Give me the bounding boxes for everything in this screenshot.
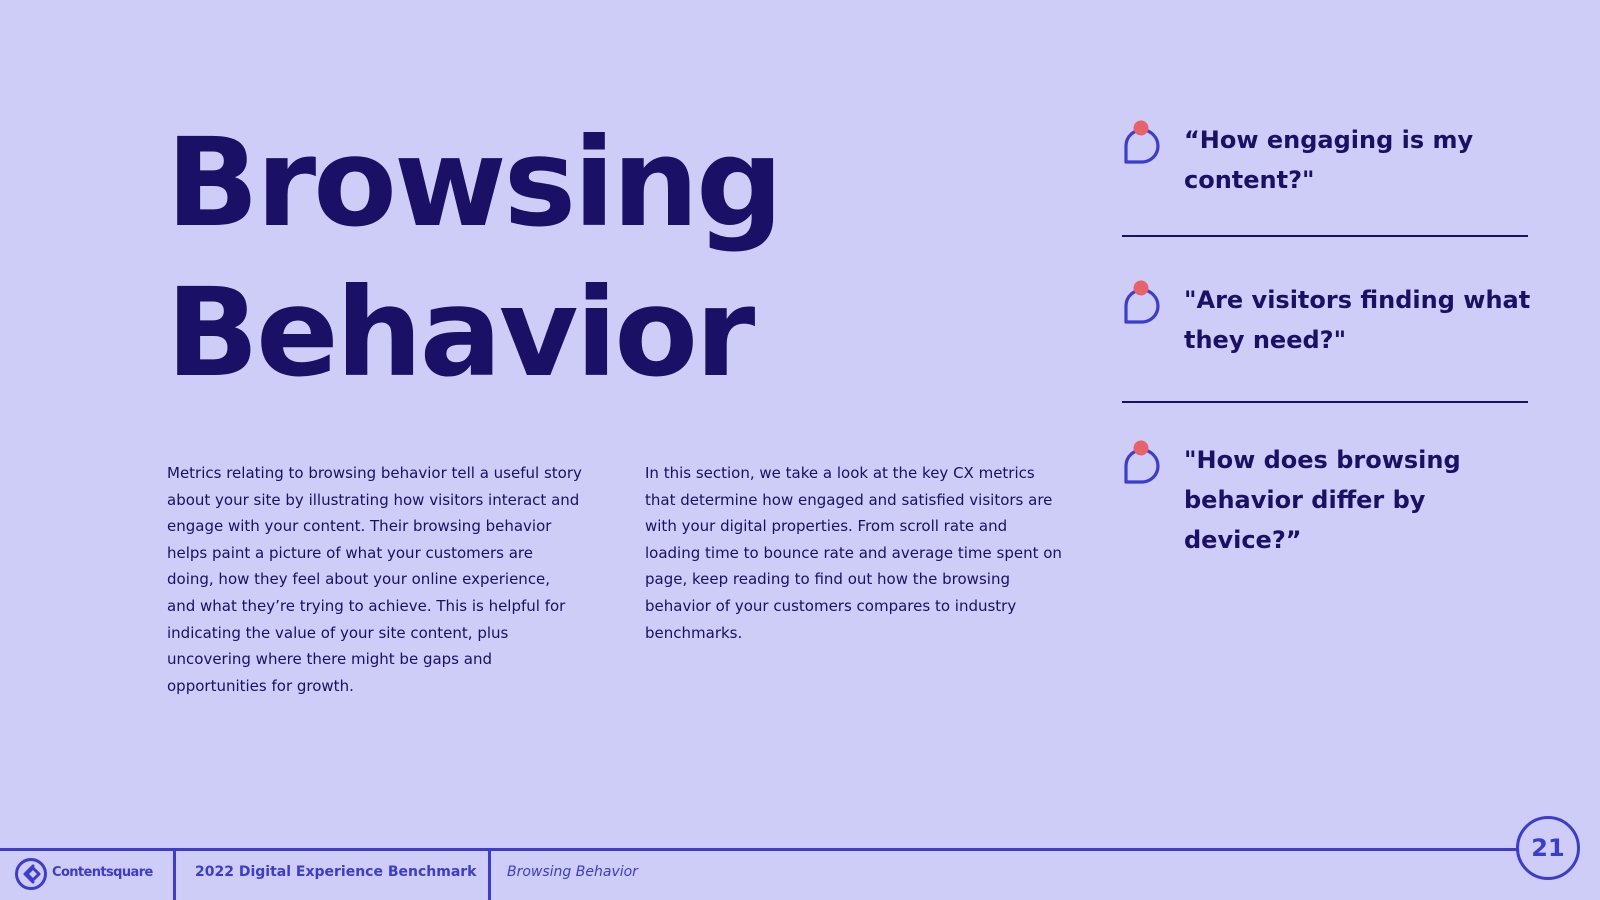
footer-separator bbox=[173, 849, 176, 900]
page-title bbox=[166, 108, 780, 408]
speech-bubble-icon bbox=[1122, 440, 1164, 486]
question-text: "How does browsing behavior differ by device?” bbox=[1184, 446, 1461, 554]
question-divider bbox=[1122, 401, 1528, 403]
section-paragraph: In this section, we take a look at the key CX metrics that determine how engaged and satisfied visitors are with your digital properties. From scroll rate and loading time to bounce rate and average time spent on page, keep reading to find out how the browsing behavior of your customers compares to industry benchmarks. bbox=[645, 464, 1062, 642]
question-text: “How engaging is my content?" bbox=[1184, 126, 1474, 194]
page-number-badge: 21 bbox=[1516, 816, 1580, 880]
question-divider bbox=[1122, 235, 1528, 237]
footer-rule bbox=[0, 848, 1520, 851]
footer-separator bbox=[488, 849, 491, 900]
speech-bubble-icon bbox=[1122, 120, 1164, 166]
contentsquare-logo-icon[interactable] bbox=[14, 857, 48, 891]
title-line-2: Behavior bbox=[166, 262, 753, 404]
title-line-1: Browsing bbox=[166, 112, 781, 254]
section-name: Browsing Behavior bbox=[507, 864, 638, 880]
speech-bubble-icon bbox=[1122, 280, 1164, 326]
question-text: "Are visitors finding what they need?" bbox=[1184, 286, 1531, 354]
intro-paragraph: Metrics relating to browsing behavior tell a useful story about your site by illustrating how visitors interact and engage with your content. Their browsing behavior helps paint a picture of what your customers are doing, how they feel about your online experience, and what they’re trying to achieve. This is helpful for indicating the value of your site content, plus uncovering where there might be gaps and opportunities for growth. bbox=[167, 464, 582, 695]
report-title: 2022 Digital Experience Benchmark bbox=[195, 864, 477, 880]
brand-name[interactable]: Contentsquare bbox=[52, 865, 153, 880]
